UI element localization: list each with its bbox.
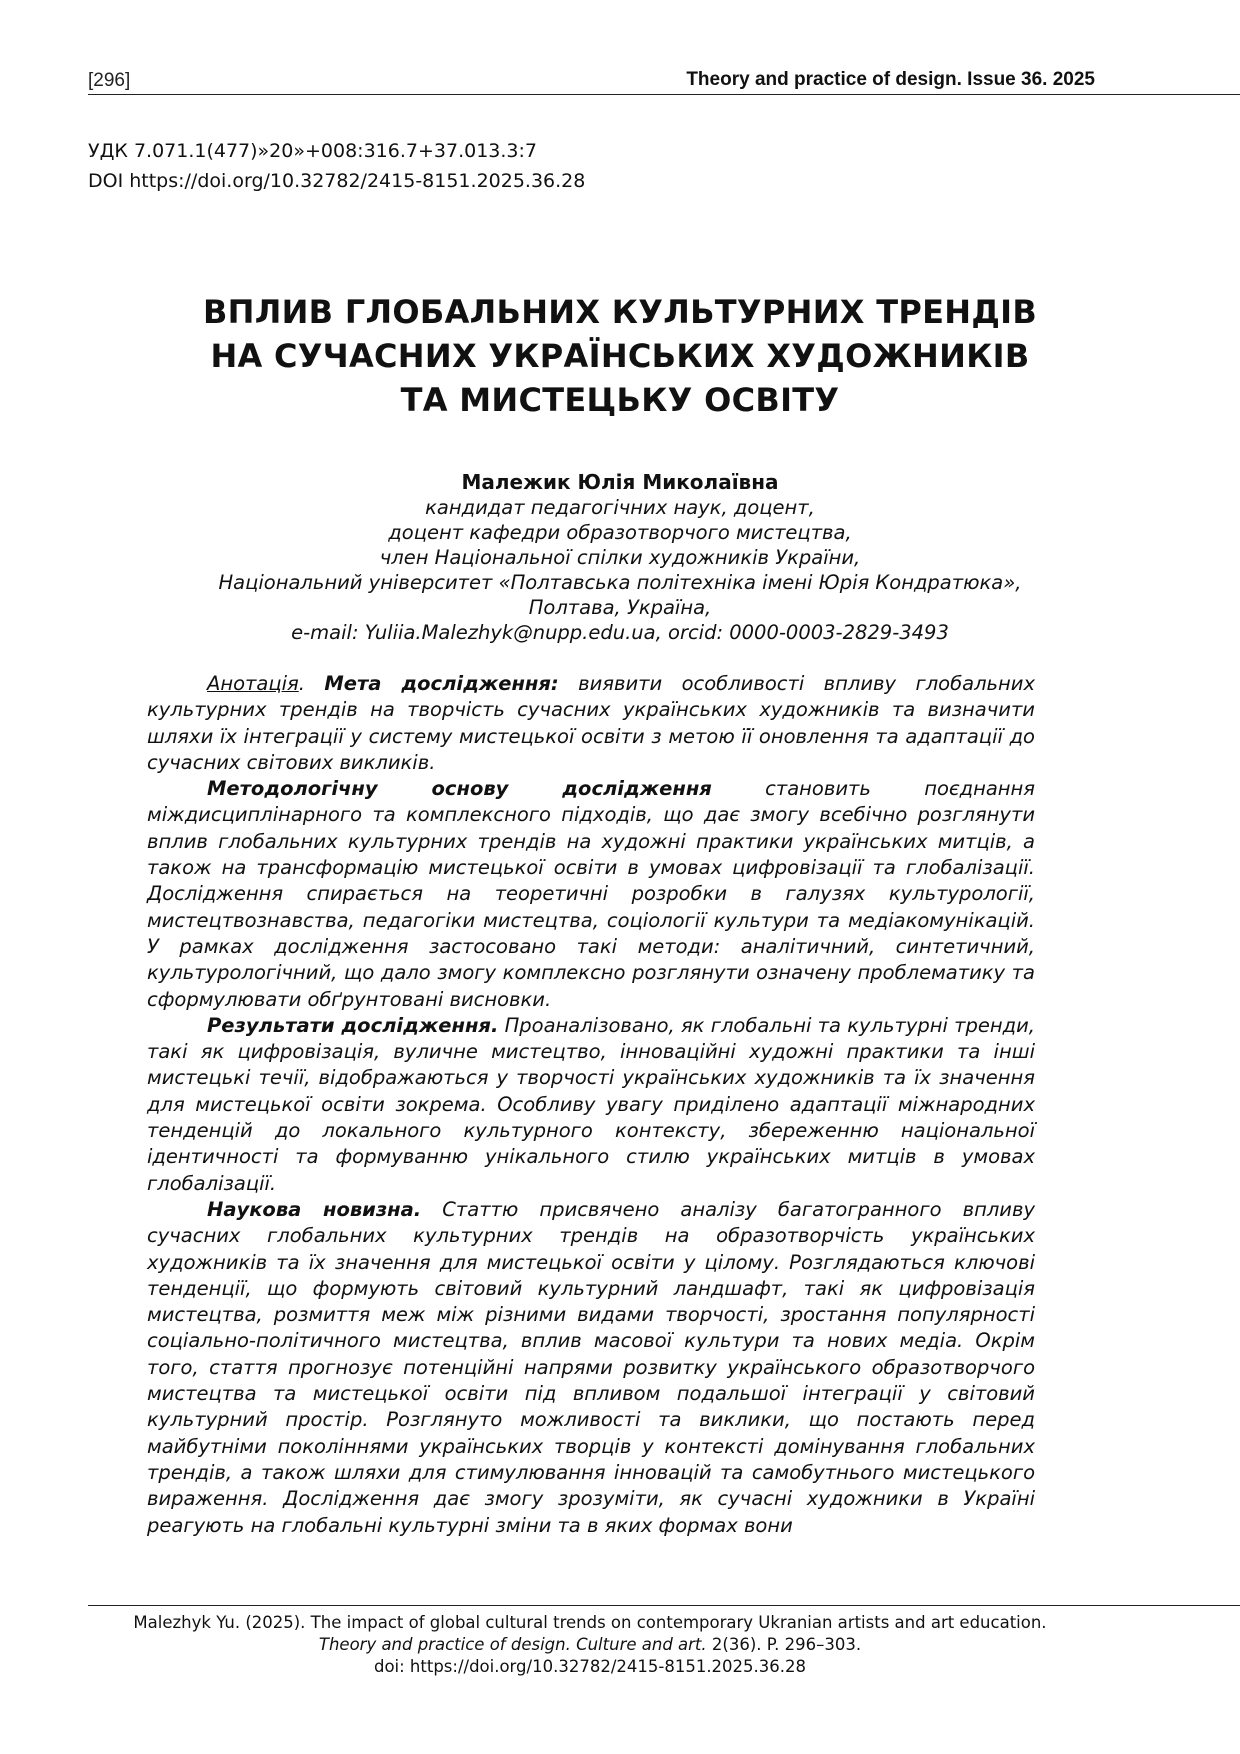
abstract-label: Анотація <box>207 672 299 695</box>
footer-divider <box>88 1605 1240 1606</box>
citation-issue: 2(36). P. 296–303. <box>706 1635 862 1654</box>
article-meta <box>88 136 585 196</box>
author-block <box>0 470 1240 645</box>
citation-journal-line <box>0 1634 1180 1656</box>
udc-code: УДК 7.071.1(477)»20»+008:316.7+37.013.3:7 <box>88 140 537 162</box>
doi-line: DOI https://doi.org/10.32782/2415-8151.2025.36.28 <box>88 170 586 192</box>
abstract-novelty-paragraph <box>147 1197 1035 1539</box>
abstract-methodology-paragraph <box>147 776 1035 1013</box>
aim-heading: Мета дослідження: <box>324 672 559 695</box>
results-heading: Результати дослідження. <box>207 1013 499 1037</box>
novelty-text: Статтю присвячено аналізу багатогранного впливу сучасних глобальних культурних трендів на образотворчість українських художників та їх значення для мистецької освіти у цілому. Розглядаються ключові тенденції, що формують світовий культурний ландшафт, такі як цифровізація мистецтва, розмиття меж між різними видами творчості, зростання популярності соціально-політичного мистецтва, вплив масової культури та нових медіа. Окрім того, стаття прогнозує потенційні напрями розвитку українського образотворчого мистецтва та мистецької освіти під впливом подальшої інтеграції у світовий культурний простір. Розглянуто можливості та виклики, що постають перед майбутніми поколіннями українських творців у контексті домінування глобальних трендів, а також шляхи для стимулювання інновацій та самобутнього мистецького вираження. Дослідження дає змогу зрозуміти, як сучасні художники в Україні реагують на глобальні культурні зміни та в яких формах вони <box>147 1197 1035 1537</box>
abstract-results-paragraph <box>147 1013 1035 1197</box>
novelty-heading: Наукова новизна. <box>207 1197 422 1221</box>
aim-text: виявити особливості впливу глобальних культурних трендів на творчість сучасних українських художників та визначити шляхи їх інтеграції у систему мистецької освіти з метою її оновлення та адаптації до сучасних світових викликів. <box>147 672 1035 774</box>
author-contacts: e-mail: Yuliia.Malezhyk@nupp.edu.ua, orcid: 0000-0003-2829-3493 <box>291 621 949 644</box>
citation-doi: doi: https://doi.org/10.32782/2415-8151.2025.36.28 <box>373 1657 807 1676</box>
methodology-text: становить поєднання міждисциплінарного та комплексного підходів, що дає змогу всебічно розглянути вплив глобальних культурних трендів на художні практики українських митців, а також на трансформацію мистецької освіти в умовах цифровізації та глобалізації. Дослідження спирається на теоретичні розробки в галузях культурології, мистецтвознавства, педагогіки мистецтва, соціології культури та медіакомунікацій. У рамках дослідження застосовано такі методи: аналітичний, синтетичний, культурологічний, що дало змогу комплексно розглянути означену проблематику та сформулювати обґрунтовані висновки. <box>147 777 1035 1011</box>
title-line-2: НА СУЧАСНИХ УКРАЇНСЬКИХ ХУДОЖНИКІВ <box>210 337 1030 375</box>
methodology-heading: Методологічну основу дослідження <box>207 777 712 801</box>
running-header: Theory and practice of design. Issue 36. 2025 <box>686 69 1095 90</box>
citation-line: Malezhyk Yu. (2025). The impact of global cultural trends on contemporary Ukranian artists and art education. <box>133 1613 1047 1632</box>
title-line-1: ВПЛИВ ГЛОБАЛЬНИХ КУЛЬТУРНИХ ТРЕНДІВ <box>202 293 1038 331</box>
title-line-3: ТА МИСТЕЦЬКУ ОСВІТУ <box>400 381 840 419</box>
author-name: Малежик Юлія Миколаївна <box>461 470 779 494</box>
abstract-aim-paragraph: Анотація. Мета дослідження: виявити особливості впливу глобальних культурних трендів на творчість сучасних українських художників та визначити шляхи їх інтеграції у систему мистецької освіти з метою її оновлення та адаптації до сучасних світових викликів. <box>147 672 1035 774</box>
author-degree: кандидат педагогічних наук, доцент, <box>425 496 815 519</box>
author-university: Національний університет «Полтавська політехніка імені Юрія Кондратюка», <box>218 571 1022 594</box>
abstract <box>147 671 1035 1539</box>
article-title <box>0 290 1240 422</box>
author-membership: член Національної спілки художників України, <box>379 546 861 569</box>
citation-journal: Theory and practice of design. Culture and art. <box>318 1635 707 1654</box>
header-divider <box>88 94 1240 95</box>
page-number: [296] <box>88 70 131 91</box>
citation-footer <box>0 1612 1180 1678</box>
results-text: Проаналізовано, як глобальні та культурні тренди, такі як цифровізація, вуличне мистецтво, інноваційні художні практики та інші мистецькі течії, відображаються у творчості українських художників та їх значення для мистецької освіти зокрема. Особливу увагу приділено адаптації міжнародних тенденцій до локального культурного контексту, збереженню національної ідентичності та формуванню унікального стилю українських митців в умовах глобалізації. <box>147 1013 1036 1195</box>
author-position: доцент кафедри образотворчого мистецтва, <box>388 521 852 544</box>
author-city: Полтава, Україна, <box>528 596 712 619</box>
